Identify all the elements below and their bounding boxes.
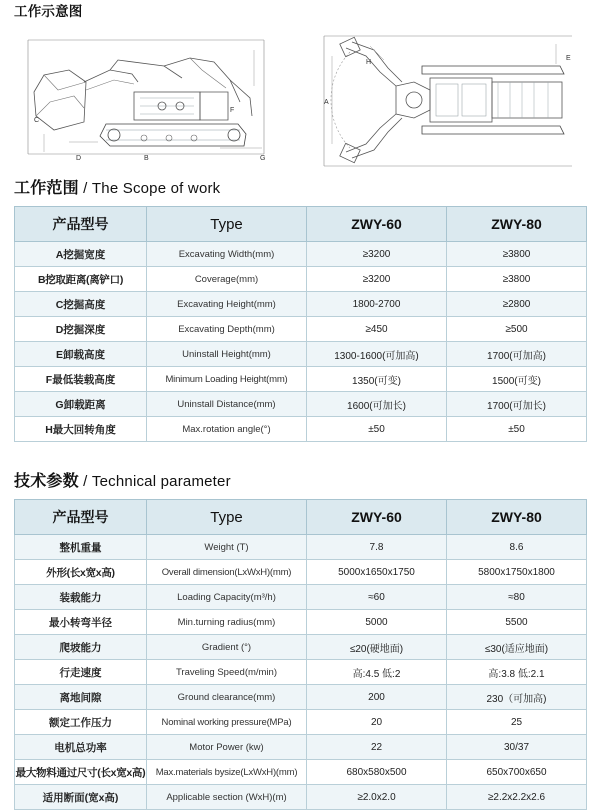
diagram-label-F: F xyxy=(230,107,235,114)
table-row xyxy=(15,267,587,292)
tech-row-zwy60: 5000x1650x1750 xyxy=(307,560,447,585)
table-row xyxy=(15,785,587,810)
tech-row-zwy80: 5500 xyxy=(447,610,587,635)
tech-row-label: 最大物料通过尺寸(长x宽x高) xyxy=(15,760,147,785)
tech-row-zwy60: 5000 xyxy=(307,610,447,635)
tech-row-zwy80: 高:3.8 低:2.1 xyxy=(447,660,587,685)
tech-table xyxy=(14,499,587,810)
tech-row-zwy60: 20 xyxy=(307,710,447,735)
diagram-label-E: E xyxy=(566,55,571,62)
tech-row-zwy80: 5800x1750x1800 xyxy=(447,560,587,585)
tech-row-zwy60: 22 xyxy=(307,735,447,760)
scope-row-label: F最低装载高度 xyxy=(15,367,147,392)
table-row xyxy=(15,367,587,392)
table-row xyxy=(15,685,587,710)
scope-row-zwy60: ≥3200 xyxy=(307,267,447,292)
tech-row-param: Min.turning radius(mm) xyxy=(147,610,307,635)
tech-row-zwy60: 高:4.5 低:2 xyxy=(307,660,447,685)
diagram-label-A: A xyxy=(324,99,329,106)
tech-row-param: Nominal working pressure(MPa) xyxy=(147,710,307,735)
scope-header-type: Type xyxy=(147,207,307,242)
scope-row-param: Excavating Width(mm) xyxy=(147,242,307,267)
scope-header-model: 产品型号 xyxy=(15,207,147,242)
scope-row-param: Uninstall Distance(mm) xyxy=(147,392,307,417)
tech-row-zwy60: ≤20(硬地面) xyxy=(307,635,447,660)
tech-table-header-row xyxy=(15,500,587,535)
scope-row-zwy80: ≥2800 xyxy=(447,292,587,317)
scope-title-en: The Scope of work xyxy=(91,180,221,197)
tech-row-label: 整机重量 xyxy=(15,535,147,560)
tech-row-zwy80: 8.6 xyxy=(447,535,587,560)
table-row xyxy=(15,610,587,635)
scope-table-header-row xyxy=(15,207,587,242)
tech-row-param: Weight (T) xyxy=(147,535,307,560)
tech-row-param: Ground clearance(mm) xyxy=(147,685,307,710)
table-row xyxy=(15,342,587,367)
tech-row-label: 适用断面(宽x高) xyxy=(15,785,147,810)
scope-row-zwy60: ≥450 xyxy=(307,317,447,342)
tech-row-label: 爬坡能力 xyxy=(15,635,147,660)
tech-header-zwy80: ZWY-80 xyxy=(447,500,587,535)
scope-title-sep: / xyxy=(78,180,92,197)
table-row xyxy=(15,242,587,267)
scope-row-param: Uninstall Height(mm) xyxy=(147,342,307,367)
scope-row-label: C挖掘高度 xyxy=(15,292,147,317)
diagram-label-D: D xyxy=(76,155,82,162)
table-row xyxy=(15,660,587,685)
scope-row-param: Excavating Height(mm) xyxy=(147,292,307,317)
tech-title-en: Technical parameter xyxy=(91,473,231,490)
scope-row-param: Coverage(mm) xyxy=(147,267,307,292)
side-view-diagram xyxy=(14,30,284,160)
tech-row-param: Loading Capacity(m³/h) xyxy=(147,585,307,610)
diagram-label-G: G xyxy=(260,155,266,162)
scope-row-zwy80: 1500(可变) xyxy=(447,367,587,392)
scope-row-zwy80: 1700(可加高) xyxy=(447,342,587,367)
scope-row-param: Minimum Loading Height(mm) xyxy=(147,367,307,392)
tech-row-zwy60: ≈60 xyxy=(307,585,447,610)
tech-row-zwy60: 7.8 xyxy=(307,535,447,560)
table-row xyxy=(15,292,587,317)
diagram-label-C: C xyxy=(34,117,40,124)
scope-row-zwy80: ±50 xyxy=(447,417,587,442)
tech-row-zwy80: 30/37 xyxy=(447,735,587,760)
scope-row-zwy80: 1700(可加长) xyxy=(447,392,587,417)
table-row xyxy=(15,417,587,442)
tech-row-label: 电机总功率 xyxy=(15,735,147,760)
table-row xyxy=(15,392,587,417)
tech-row-param: Motor Power (kw) xyxy=(147,735,307,760)
tech-row-zwy80: 25 xyxy=(447,710,587,735)
tech-row-label: 额定工作压力 xyxy=(15,710,147,735)
tech-row-zwy80: ≈80 xyxy=(447,585,587,610)
tech-row-zwy60: 680x580x500 xyxy=(307,760,447,785)
scope-table xyxy=(14,206,587,442)
scope-row-zwy60: 1600(可加长) xyxy=(307,392,447,417)
scope-row-zwy60: 1300-1600(可加高) xyxy=(307,342,447,367)
scope-row-zwy80: ≥3800 xyxy=(447,242,587,267)
scope-row-label: A挖掘宽度 xyxy=(15,242,147,267)
tech-section-title xyxy=(14,468,600,491)
table-row xyxy=(15,635,587,660)
tech-row-zwy60: 200 xyxy=(307,685,447,710)
scope-row-label: B挖取距离(离铲口) xyxy=(15,267,147,292)
scope-row-label: D挖掘深度 xyxy=(15,317,147,342)
table-row xyxy=(15,760,587,785)
tech-row-zwy80: ≥2.2x2.2x2.6 xyxy=(447,785,587,810)
scope-section-title xyxy=(14,175,600,198)
scope-row-zwy60: ±50 xyxy=(307,417,447,442)
scope-row-zwy80: ≥500 xyxy=(447,317,587,342)
tech-row-label: 行走速度 xyxy=(15,660,147,685)
diagram-label-H: H xyxy=(366,59,372,66)
scope-header-zwy60: ZWY-60 xyxy=(307,207,447,242)
tech-row-zwy80: 650x700x650 xyxy=(447,760,587,785)
scope-row-label: G卸载距离 xyxy=(15,392,147,417)
diagram-label-B: B xyxy=(144,155,149,162)
scope-header-zwy80: ZWY-80 xyxy=(447,207,587,242)
table-row xyxy=(15,585,587,610)
tech-header-zwy60: ZWY-60 xyxy=(307,500,447,535)
tech-row-label: 外形(长x宽x高) xyxy=(15,560,147,585)
tech-header-model: 产品型号 xyxy=(15,500,147,535)
tech-row-param: Max.materials bysize(LxWxH)(mm) xyxy=(147,760,307,785)
table-row xyxy=(15,317,587,342)
table-row xyxy=(15,735,587,760)
tech-row-label: 装载能力 xyxy=(15,585,147,610)
scope-row-label: H最大回转角度 xyxy=(15,417,147,442)
diagram-section-title: 工作示意图 xyxy=(14,4,83,19)
top-view-diagram xyxy=(310,30,588,170)
scope-row-zwy60: ≥3200 xyxy=(307,242,447,267)
table-row xyxy=(15,535,587,560)
scope-row-zwy60: 1350(可变) xyxy=(307,367,447,392)
tech-row-zwy80: 230（可加高) xyxy=(447,685,587,710)
tech-title-sep: / xyxy=(78,473,92,490)
table-row xyxy=(15,560,587,585)
tech-row-zwy80: ≤30(适应地面) xyxy=(447,635,587,660)
tech-row-param: Gradient (°) xyxy=(147,635,307,660)
tech-row-param: Traveling Speed(m/min) xyxy=(147,660,307,685)
scope-row-zwy80: ≥3800 xyxy=(447,267,587,292)
scope-title-cn: 工作范围 xyxy=(14,180,79,197)
scope-row-param: Excavating Depth(mm) xyxy=(147,317,307,342)
tech-row-zwy60: ≥2.0x2.0 xyxy=(307,785,447,810)
table-row xyxy=(15,710,587,735)
tech-row-param: Overall dimension(LxWxH)(mm) xyxy=(147,560,307,585)
tech-title-cn: 技术参数 xyxy=(14,473,79,490)
scope-row-label: E卸载高度 xyxy=(15,342,147,367)
diagram-section xyxy=(0,30,600,175)
tech-header-type: Type xyxy=(147,500,307,535)
scope-row-zwy60: 1800-2700 xyxy=(307,292,447,317)
tech-row-param: Applicable section (WxH)(m) xyxy=(147,785,307,810)
tech-row-label: 最小转弯半径 xyxy=(15,610,147,635)
tech-row-label: 离地间隙 xyxy=(15,685,147,710)
scope-row-param: Max.rotation angle(°) xyxy=(147,417,307,442)
